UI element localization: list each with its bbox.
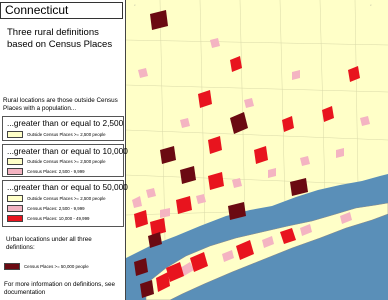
legend-row [7,131,125,139]
footer-note: For more information on definitions, see documentation [4,281,115,296]
legend-label: Outside Census Places >= 2,500 people [27,132,106,137]
legend-group-10000 [2,144,128,177]
legend-row [7,215,125,223]
group-title: ...greater than or equal to 10,000 [7,146,128,156]
map-title: Connecticut [5,3,69,17]
legend-row [7,158,125,166]
legend-row [7,168,125,176]
group-title: ...greater than or equal to 2,500 [7,118,124,128]
color-swatch [7,168,23,175]
legend-group-50000 [2,180,128,227]
legend-label: Census Places: 2,500 - 9,999 [27,169,85,174]
legend-group-2500 [2,116,124,141]
color-swatch [7,158,23,165]
color-swatch [7,131,23,138]
color-swatch [7,215,23,222]
map-heading: Three rural definitions based on Census Places [7,27,113,50]
color-swatch [7,195,23,202]
legend-label: Census Places >= 50,000 people [24,264,89,269]
legend-label: Outside Census Places >= 2,500 people [27,159,106,164]
group-title: ...greater than or equal to 50,000 [7,182,128,192]
legend-label: Census Places: 2,500 - 9,999 [27,206,85,211]
svg-text:x: x [134,3,136,7]
title-box [0,2,123,19]
svg-text:x: x [370,3,372,7]
urban-legend-row [4,263,122,271]
rural-intro: Rural locations are those outside Census Places with a population... [3,97,118,112]
color-swatch [4,263,20,270]
legend-label: Outside Census Places >= 2,500 people [27,196,106,201]
urban-intro: Urban locations under all three defintions: [6,236,92,251]
color-swatch [7,205,23,212]
legend-panel [0,0,126,300]
legend-label: Census Places: 10,000 - 49,999 [27,216,90,221]
legend-row [7,195,125,203]
legend-row [7,205,125,213]
